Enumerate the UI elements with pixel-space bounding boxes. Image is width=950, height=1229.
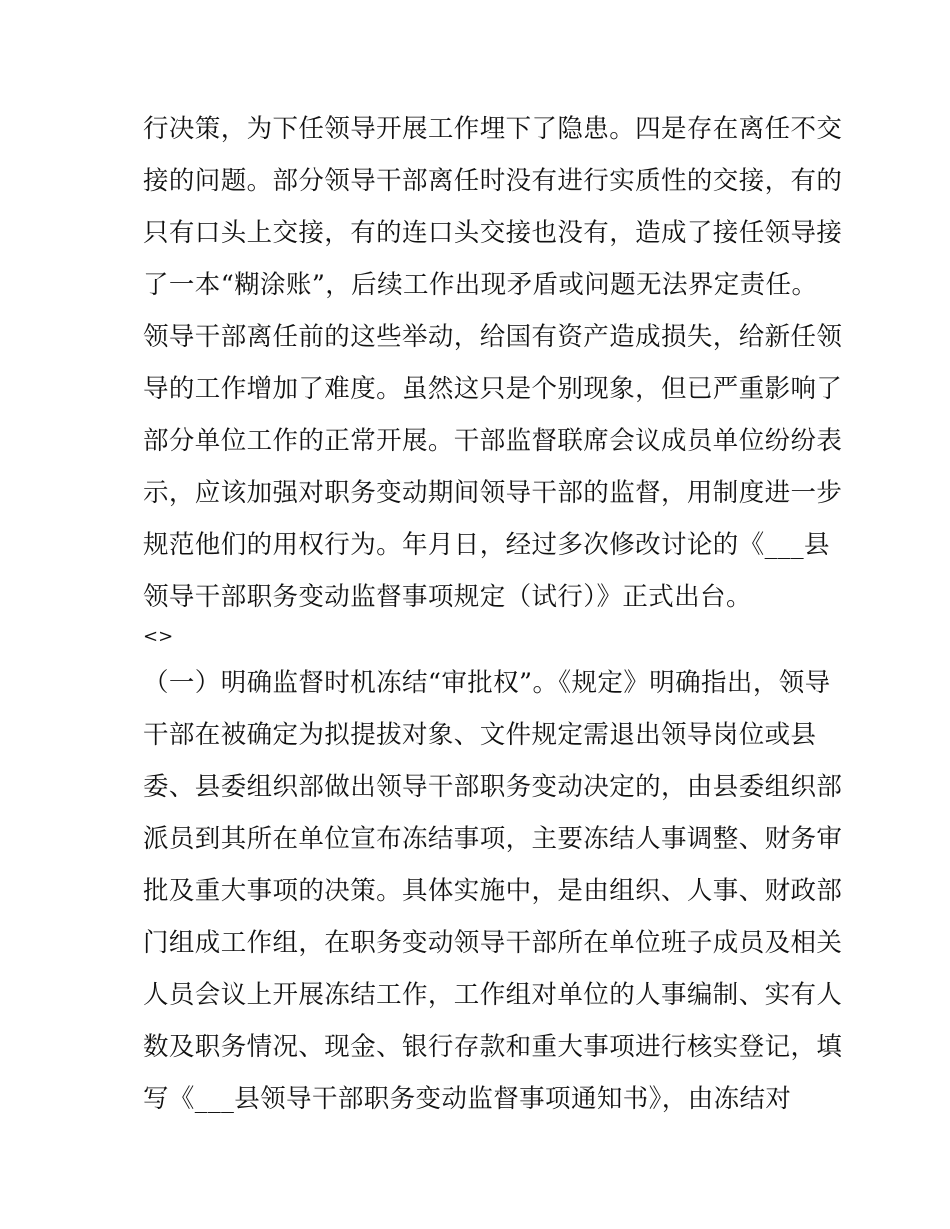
text-line: 示，应该加强对职务变动期间领导干部的监督，用制度进一步 bbox=[143, 478, 843, 508]
text-line: 导的工作增加了难度。虽然这只是个别现象，但已严重影响了 bbox=[143, 374, 843, 404]
text-line: 接的问题。部分领导干部离任时没有进行实质性的交接，有的 bbox=[143, 166, 843, 196]
text-line: 干部在被确定为拟提拔对象、文件规定需退出领导岗位或县 bbox=[143, 720, 817, 750]
text-line: 委、县委组织部做出领导干部职务变动决定的，由县委组织部 bbox=[143, 772, 843, 802]
text-line: 门组成工作组，在职务变动领导干部所在单位班子成员及相关 bbox=[143, 928, 843, 958]
text-line: （一）明确监督时机冻结“审批权”。《规定》明确指出，领导 bbox=[143, 668, 831, 698]
text-line: 部分单位工作的正常开展。干部监督联席会议成员单位纷纷表 bbox=[143, 426, 843, 456]
text-line: 规范他们的用权行为。年月日，经过多次修改讨论的《___县 bbox=[143, 530, 830, 560]
text-line: 行决策，为下任领导开展工作埋下了隐患。四是存在离任不交 bbox=[143, 114, 843, 144]
text-line: 领导干部职务变动监督事项规定（试行）》正式出台。 bbox=[143, 582, 752, 612]
text-line: 写《___县领导干部职务变动监督事项通知书》，由冻结对 bbox=[143, 1084, 792, 1114]
text-line: 了一本“糊涂账”，后续工作出现矛盾或问题无法界定责任。 bbox=[143, 270, 818, 300]
section-marker: <> bbox=[143, 626, 174, 647]
text-line: 派员到其所在单位宣布冻结事项，主要冻结人事调整、财务审 bbox=[143, 824, 843, 854]
text-line: 领导干部离任前的这些举动，给国有资产造成损失，给新任领 bbox=[143, 322, 843, 352]
text-line: 数及职务情况、现金、银行存款和重大事项进行核实登记，填 bbox=[143, 1032, 843, 1062]
text-line: 批及重大事项的决策。具体实施中，是由组织、人事、财政部 bbox=[143, 876, 843, 906]
text-line: 人员会议上开展冻结工作，工作组对单位的人事编制、实有人 bbox=[143, 980, 843, 1010]
text-line: 只有口头上交接，有的连口头交接也没有，造成了接任领导接 bbox=[143, 218, 843, 248]
